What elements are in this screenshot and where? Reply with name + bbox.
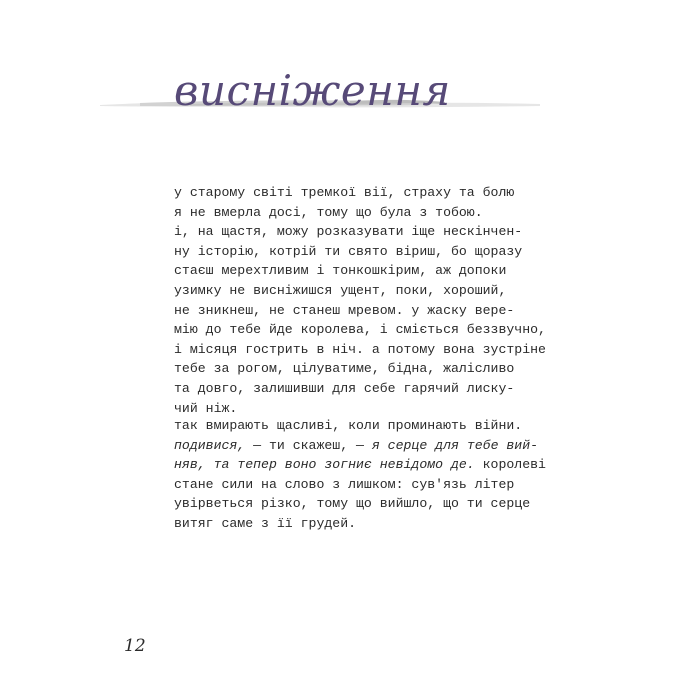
text-line: стане сили на слово з лишком: сув'язь літер — [174, 476, 515, 492]
italic-speech: я серце для тебе вий- — [371, 437, 539, 453]
text-line: я не вмерла досі, тому що була з тобою. — [174, 204, 483, 220]
text-line: мію до тебе йде королева, і сміється беззвучно, — [174, 322, 546, 338]
text-line: чий ніж. — [174, 400, 238, 416]
text-line: та довго, залишивши для себе гарячий лиску- — [174, 380, 515, 396]
italic-speech: подивися, — [174, 437, 246, 453]
text-line: і, на щастя, можу розказувати іще нескінчен- — [174, 224, 523, 240]
speech-attribution: — ти скажеш, — — [245, 437, 372, 453]
page-number: 12 — [124, 636, 146, 656]
text-line: у старому світі тремкої вії, страху та болю — [174, 185, 515, 200]
paragraph-1 — [174, 183, 546, 418]
text-line — [174, 455, 546, 475]
text-line: витяг саме з її грудей. — [174, 515, 357, 531]
text-line: увірветься різко, тому що вийшло, що ти серце — [174, 496, 531, 512]
text-line: тебе за рогом, цілуватиме, бідна, жалісливо — [174, 361, 515, 377]
text-line: стаєш мерехтливим і тонкошкірим, аж допоки — [174, 263, 507, 279]
text-fragment: королеві — [474, 457, 546, 473]
text-line: і місяця гострить в ніч. а потому вона зустріне — [174, 341, 546, 357]
page-title: висніження — [174, 66, 451, 115]
text-line: не зникнеш, не станеш мревом. у жаску вере- — [174, 302, 515, 318]
text-line: так вмирають щасливі, коли проминають війни. — [174, 418, 523, 433]
text-line: ну історію, котрій ти свято віриш, бо щоразу — [174, 243, 523, 259]
text-line: узимку не висніжишся ущент, поки, хороший, — [174, 282, 507, 298]
paragraph-2 — [174, 416, 546, 534]
italic-speech: няв, та тепер воно зогниє невідомо де. — [174, 457, 475, 473]
text-line — [174, 436, 539, 456]
